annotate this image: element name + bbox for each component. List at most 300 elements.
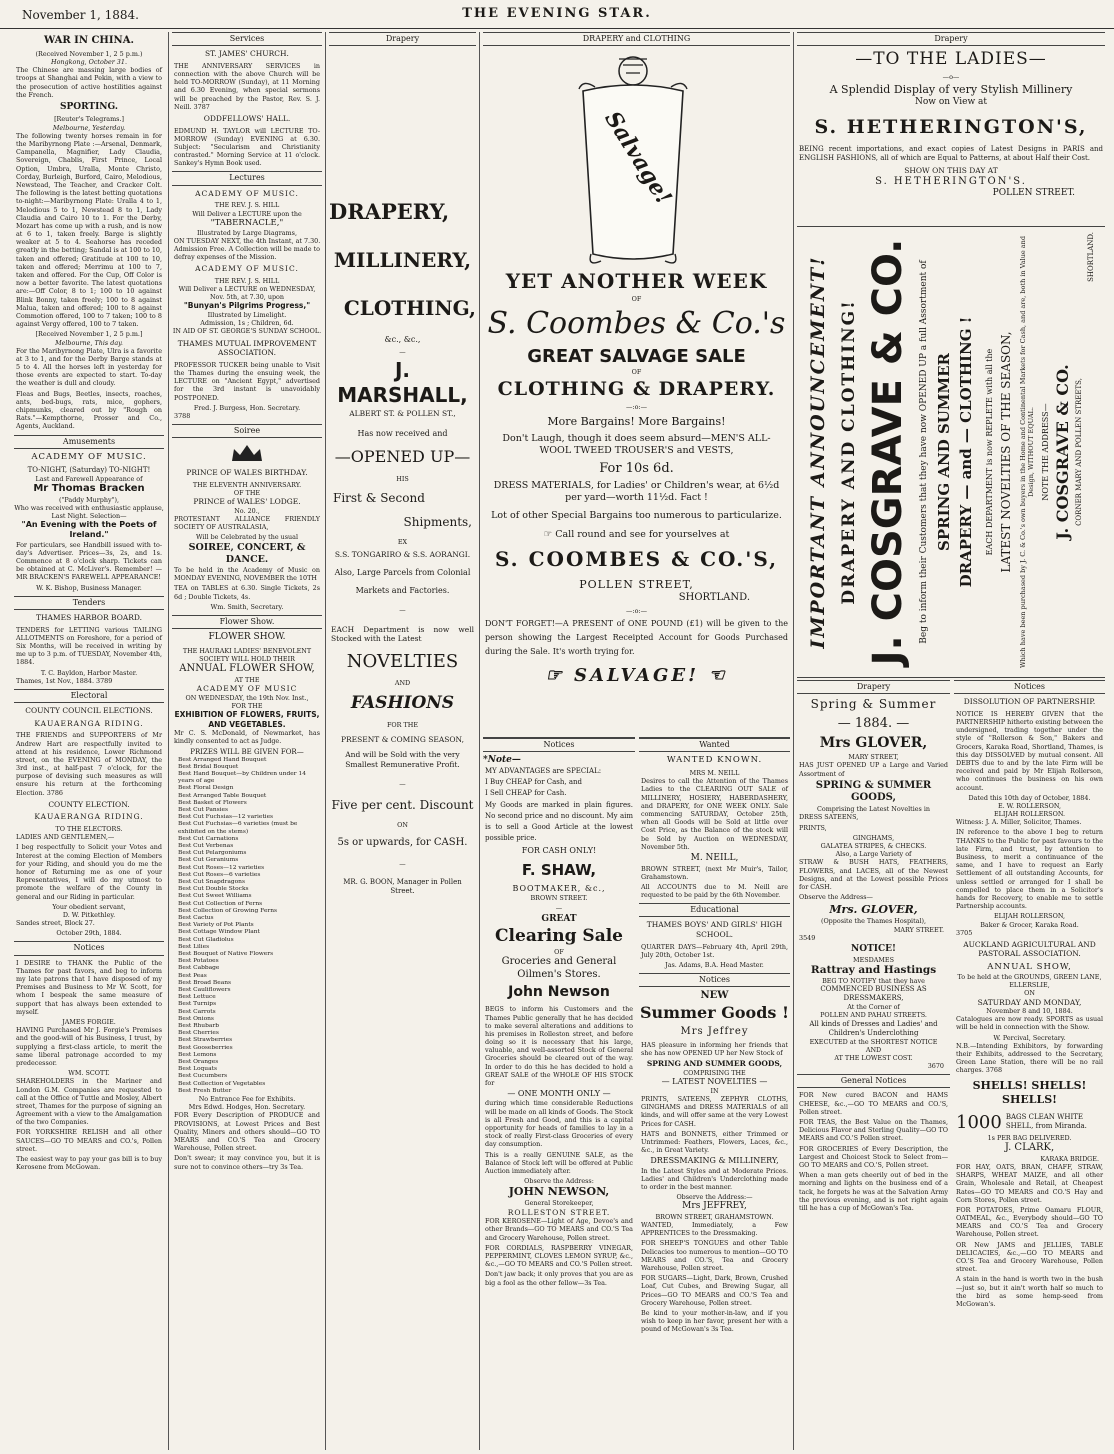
clothing-drapery-headline: CLOTHING & DRAPERY.: [497, 377, 776, 400]
advert-body: HAS JUST OPENED UP a Large and Varied Assortment of: [799, 761, 948, 778]
advert-title: ACADEMY OF MUSIC.: [195, 188, 299, 198]
advert-title: ACADEMY OF MUSIC.: [195, 264, 299, 274]
event-title: EXHIBITION OF FLOWERS, FRUITS, AND VEGETABLES.: [174, 710, 320, 729]
signature: JAMES FORGIE.: [62, 1018, 116, 1026]
advert-line: ("Paddy Murphy"),: [58, 495, 120, 504]
section-header: Wanted: [639, 738, 790, 752]
note-title: Note—: [487, 755, 521, 766]
dateline: Melbourne, Yesterday.: [52, 123, 126, 132]
signature: WM. SCOTT.: [68, 1069, 110, 1078]
section-header: Notices: [483, 738, 635, 752]
dateline: Hongkong, October 31.: [51, 57, 127, 66]
advert-line-text: Call round and see for yourselves at: [555, 528, 730, 540]
prize-item: Best Broad Beans: [178, 979, 232, 986]
prize-item: Best Turnips: [178, 1001, 217, 1008]
advert-title: WANTED KNOWN.: [666, 755, 763, 766]
advert-body: OR New JAMS and JELLIES, TABLE DELICACIES, &c.,—GO TO MEARS and CO.'S Tea and Grocery Warehouse, Pollen street.: [956, 1240, 1103, 1274]
prize-item: Best Cut Double Stocks: [178, 886, 249, 893]
advert-line: POLLEN STREET,: [579, 578, 694, 592]
section-header: Services: [172, 32, 322, 46]
advert-line: All kinds of Dresses and Ladies' and Children's Underclothing: [809, 1019, 938, 1037]
advert-line: GREAT: [541, 914, 577, 925]
shells-headline: SHELLS! SHELLS! SHELLS!: [972, 1078, 1087, 1106]
advert-line: ROLLESTON STREET.: [507, 1207, 611, 1217]
note-line: [483, 755, 635, 767]
advert-line: General Storekeeper,: [524, 1199, 594, 1208]
advert-line: PRESENT & COMING SEASON,: [340, 734, 465, 744]
programme-title: "An Evening with the Poets of Ireland.": [21, 520, 157, 540]
prize-item: Best Peas: [178, 972, 207, 979]
prize-item: Best Cut Collection of Ferns: [178, 900, 263, 907]
salvage-footer-text: SALVAGE!: [573, 665, 699, 687]
advert-line: SATURDAY AND MONDAY,: [977, 997, 1082, 1007]
advert-line: PRINCE of WALES' LODGE.: [193, 497, 301, 507]
advert-line: OF: [554, 947, 564, 956]
section-header: DRAPERY and CLOTHING: [483, 32, 790, 46]
advert-line: Will be Celebrated by the usual: [195, 533, 299, 542]
advert-line: October 29th, 1884.: [56, 929, 122, 938]
advert-title: PRINCE OF WALES BIRTHDAY.: [186, 468, 308, 478]
advert-line: ON: [397, 821, 408, 830]
advert-line: GALATEA STRIPES, & CHECKS.: [820, 842, 927, 851]
article-body: The following twenty horses remain in for the Maribyrnong Plate :—Arsenal, Denmark, Campanella, Magnifier, Lady Claudia, Sovereign, Chablis, First Prince, Local Option, Umbra, Uralla, Monte Christo, Corday, Burleigh, Burford, Cairo, Melodious, Newstead, The Teacher, and Cracker Colt. The following is the latest betting quotations to-night:—Maribyrnong Plate: Uralla 4 to 1, Melodious 5 to 1, Newstead 8 to 1, Lady Claudia and Cairo 10 to 1. For the Derby, Mozart has come up with a rush, and is now at 6 to 1, taken freely. Barge is slightly weaker at 5 to 4. Seahorse has receded greatly in the betting; Sandal is at 100 to 10, taken and offered; Gratitude at 100 to 10, taken and offered; Merrimu at 100 to 7, taken and offered. For the Cup, Off Color is now a better favorite. The latest quotations are:—Off Color, 8 to 1; 100 to 10 against Blink Bonny, taken freely; 100 to 8 against Malua, taken and offered; 100 to 8 against Commotion offered, 100 to 7 taken; 100 to 8 against Vergy offered, 100 to 7 taken.: [16, 131, 163, 329]
lecture-topic: "Bunyan's Pilgrims Progress,": [183, 301, 311, 311]
coombes-name: S. Coombes & Co.'s: [487, 306, 786, 342]
goods-headline: SPRING & SUMMER GOODS,: [815, 779, 932, 804]
advert-line: COMMENCED BUSINESS AS DRESSMAKERS,: [820, 985, 927, 1003]
advert-body: TENDERS for LETTING various TAILING ALLOTMENTS on Foreshore, for a period of Six Months, will be received in writing by me up to 3 p.m. of TUESDAY, November 4th, 1884.: [16, 625, 162, 667]
advert-line: Shipments,: [403, 514, 472, 529]
section-header: Notices: [639, 973, 790, 987]
advert-line: S.S. TONGARIRO & S.S. AORANGI.: [334, 550, 471, 560]
prize-item: Best Cauliflowers: [178, 987, 231, 994]
advert-line: FOR THE: [386, 720, 419, 729]
advert-line: Who was received with enthusiastic applause, Last Night. Selection—: [14, 503, 164, 520]
advert-body: Which have been purchased by J. C. & Co.'s own buyers in the Home and Continental Markets for Cash, and are, both in Value and Design, WITHOUT EQUAL.: [1019, 235, 1035, 669]
prize-item: Best Gooseberries: [178, 1044, 233, 1051]
signature: T. C. Bayldon, Harbor Master.: [40, 668, 138, 677]
advert-body: HAS pleasure in informing her friends that she has now OPENED UP her New Stock of: [641, 1040, 788, 1057]
prize-item: Best Cut Roses—12 varieties: [178, 864, 265, 871]
notice-headline: NOTICE!: [851, 943, 896, 954]
signature: ELIJAH ROLLERSON,: [993, 912, 1066, 921]
advert-title: DISSOLUTION OF PARTNERSHIP.: [963, 697, 1096, 707]
section-header: Notices: [954, 680, 1105, 694]
prize-item: Best Cut Fuchsias—12 varieties: [178, 814, 274, 821]
advert-title: AUCKLAND AGRICULTURAL AND PASTORAL ASSOCIATION.: [963, 939, 1096, 959]
annual-show-headline: ANNUAL SHOW,: [987, 962, 1072, 973]
prize-item: Best Cut Carnations: [178, 835, 239, 842]
signature: D. W. Pitkethley.: [62, 910, 116, 919]
merchant-name: Rattray and Hastings: [810, 963, 937, 976]
advert-line: BEG TO NOTIFY that they have: [822, 977, 925, 986]
prize-item: Best Lettuce: [178, 994, 216, 1001]
advert-title: THAMES HARBOR BOARD.: [35, 613, 143, 622]
advert-line: Comprising the Latest Novelties in: [816, 805, 931, 814]
advert-line: ACADEMY OF MUSIC: [196, 684, 298, 694]
advert-body: WANTED, Immediately, a Few APPRENTICES to the Dressmaking.: [641, 1221, 788, 1238]
advert-line: Observe the Address:: [524, 1177, 594, 1186]
advert-body: FOR New cured BACON and HAMS CHEESE, &c.,—GO TO MEARS and CO.'S, Pollen street.: [799, 1091, 948, 1116]
section-header: Soiree: [172, 424, 322, 438]
advert-title: FLOWER SHOW.: [208, 632, 286, 643]
advert-line: MARY STREET,: [848, 753, 899, 762]
advert-body: BEGS to inform his Customers and the Thames Public generally that he has decided to make several alterations and additions to his premises in Rolleston street, and before doing so it is necessary that his large, valuable, and well-assorted Stock of General Groceries should be cleared out of the way. In order to do this he has decided to hold a GREAT SALE of the WHOLE OF HIS STOCK for: [485, 1005, 633, 1088]
advert-body: Don't swear; it may convince you, but it is sure not to convince others—try 3s Tea.: [174, 1154, 320, 1171]
prize-item: Best Cut Geraniums: [178, 857, 239, 864]
advert-body: N.B.—Intending Exhibitors, by forwarding their Exhibits, addressed to the Secretary, Green Lane Station, there will be no rail charges. 3768: [956, 1041, 1103, 1075]
advert-line: MY ADVANTAGES are SPECIAL:: [485, 766, 602, 775]
pointing-hand-icon: ☞: [543, 528, 553, 540]
advert-body: Mr C. S. McDonald, of Newmarket, has kindly consented to act as Judge.: [174, 729, 320, 746]
advert-line: FOR THE: [231, 701, 263, 710]
advert-body: Don't jaw back; it only proves that you are as big a fool as the other fellow—3s Tea.: [485, 1270, 633, 1287]
prize-item: Best Cut Pansies: [178, 806, 229, 813]
issue-date: November 1, 1884.: [22, 8, 139, 22]
advert-line: ON: [1024, 989, 1035, 998]
advert-line: More Bargains! More Bargains!: [547, 415, 726, 429]
advert-line: 5s or upwards, for CASH.: [337, 837, 468, 849]
advert-line: BAGS CLEAN WHITE SHELL, from Miranda.: [1005, 1113, 1087, 1131]
salvage-illustration: [483, 49, 790, 269]
advert-body: Admission Free. A Collection will be made to defray expenses of the Mission.: [174, 244, 320, 262]
prize-item: Best Collection of Vegetables: [178, 1080, 266, 1087]
merchant-name: John Newson: [508, 984, 610, 1001]
drapery-and-clothing-line: DRAPERY — and — CLOTHING !: [957, 316, 975, 588]
advert-line: — ONE MONTH ONLY —: [507, 1089, 611, 1099]
cosgrave-name-footer: J. COSGRAVE & CO.: [1053, 364, 1072, 540]
prize-item: Best Onions: [178, 1015, 214, 1022]
column-5b: [954, 680, 1105, 1450]
advert-body: A stain in the hand is worth two in the bush—just so, but it ain't worth half so much to the bird as some hemp-seed from McGowan's.: [956, 1275, 1103, 1308]
advert-line: Markets and Factories.: [355, 586, 450, 596]
advert-body: FOR YORKSHIRE RELISH and all other SAUCES—GO TO MEARS and CO.'s, Pollen street.: [16, 1128, 162, 1153]
prize-item: Best Arranged Hand Bouquet: [178, 756, 267, 763]
advert-line: SHORTLAND.: [678, 592, 750, 604]
advert-line: Witness: J. A. Miller, Solicitor, Thames.: [956, 818, 1082, 827]
advert-line: PRINTS,: [799, 823, 827, 832]
advert-line: ON WEDNESDAY, the 19th Nov. Inst.,: [185, 693, 309, 702]
advert-body: HAVING Purchased Mr J. Forgie's Premises and the good-will of his Business, I trust, by supplying a first-class article, to merit the same liberal patronage accorded to my predecessor.: [16, 1026, 162, 1067]
advert-body: TEA on TABLES at 6.30. Single Tickets, 2s 6d ; Double Tickets, 4s.: [174, 584, 320, 601]
prize-item: Best Oranges: [178, 1059, 219, 1066]
advert-body: In the Latest Styles and at Moderate Prices. Ladies' and Children's Underclothing made to order in the best manner.: [641, 1166, 788, 1192]
prize-item: Best Loquats: [178, 1066, 218, 1073]
advert-line: 3705: [956, 928, 973, 937]
advert-line: AND: [865, 1045, 882, 1054]
important-announcement-headline: IMPORTANT ANNOUNCEMENT!: [807, 255, 829, 649]
summer-goods-headline: Summer Goods !: [639, 1003, 790, 1023]
advert-body: MR. G. BOON, Manager in Pollen Street.: [343, 878, 462, 896]
prize-item: Best Bouquet of Native Flowers: [178, 951, 274, 957]
advert-line: SHORTLAND.: [1087, 232, 1095, 282]
advert-line: &c., &c.,: [384, 335, 421, 345]
advert-title: ST. JAMES' CHURCH.: [205, 49, 289, 59]
merchant-name: JOHN NEWSON,: [508, 1185, 610, 1199]
advert-body: PROFESSOR TUCKER being unable to Visit the Thames during the ensuing week, the LECTURE on "Ancient Egypt," advertised for the 3rd instant is unavoidably POSTPONED.: [174, 360, 320, 402]
advert-line: BROWN STREET.: [530, 894, 588, 903]
column-5a: [797, 680, 950, 1450]
merchant-name: J. MARSHALL,: [337, 357, 468, 408]
column-rule: [168, 32, 169, 1450]
advert-line: AT THE: [234, 675, 260, 684]
drapery-headline: DRAPERY,: [329, 199, 450, 225]
advert-line: Will Deliver a LECTURE on WEDNESDAY, Nov. 5th, at 7.30, upon: [178, 285, 316, 302]
prize-item: Best Rhubarb: [178, 1023, 219, 1030]
merchant-name: Mrs. GLOVER,: [829, 903, 918, 917]
opened-up-headline: —OPENED UP—: [334, 446, 471, 466]
advert-line: Dated this 10th day of October, 1884.: [968, 793, 1091, 802]
prize-item: Best Variety of Pot Plants: [178, 922, 254, 929]
advert-body: HATS and BONNETS, either Trimmed or Untrimmed: Feathers, Flowers, Laces, &c., &c., in Great Variety.: [641, 1129, 788, 1155]
advert-body: Don't Laugh, though it does seem absurd—MEN'S ALL-WOOL TWEED TROUSER'S and VESTS,: [502, 433, 771, 457]
section-header: General Notices: [797, 1074, 950, 1088]
advert-line: Last and Farewell Appearance of: [35, 474, 143, 483]
fashions-headline: FASHIONS: [350, 692, 455, 713]
section-header: Drapery: [797, 680, 950, 694]
advert-line: No Entrance Fee for Exhibits.: [198, 1095, 296, 1104]
performer-name: Mr Thomas Bracken: [33, 482, 145, 494]
advert-line: (Opposite the Thames Hospital),: [820, 917, 927, 926]
advert-body: NOTICE IS HEREBY GIVEN that the PARTNERSHIP hitherto existing between the undersigned, trading together under the style of "Rollerson & Son," Bakers and Grocers, Karaka Road, Shortland, Thames, is this day DISSOLVED by mutual consent. All DEBTS due to and by the late Firm will be received and paid by Mr Elijah Rollerson, who continues the business on his own account.: [956, 709, 1103, 792]
coombes-address-name: S. COOMBES & CO.'S,: [494, 546, 779, 571]
war-headline: WAR IN CHINA.: [44, 35, 134, 46]
advert-line: HIS: [396, 475, 409, 484]
prize-item: Best Cottage Window Plant: [178, 929, 260, 936]
column-3: Drapery DRAPERY, MILLINERY, CLOTHING, &c., &c., — J. MARSHALL, ALBERT ST. & POLLEN ST., Has now received and —OPENED UP— HIS First & Second Shipments, EX S.S. TONGARIRO & S.S. AORANGI. Also, Large Parcels from Colonial Markets and Factories. — EACH Department is now well Stocked with the Latest NOVELTIES AND FASHIONS FOR THE PRESENT & COMING SEASON, And will be Sold with the very Smallest Remunerative Profit. — Five per cent. Discount ON 5s or upwards, for CASH. — MR. G. BOON, Manager in Pollen Street.: [329, 34, 476, 896]
column-2: [172, 32, 322, 1450]
advert-line: FOR CASH ONLY!: [521, 846, 597, 856]
prize-item: Best Strawberries: [178, 1037, 233, 1044]
advert-body: FOR TEAS, the Best Value on the Thames, Delicious Flavor and Sterling Quality—GO TO MEARS and CO.'S Pollen street.: [799, 1118, 948, 1143]
advert-line: At the Corner of: [847, 1003, 900, 1012]
advert-line: Has now received and: [357, 428, 448, 438]
advert-body: My Goods are marked in plain figures. No second price and no discount. My aim is to sell a Good Article at the lowest possible price.: [485, 800, 633, 843]
prize-item: Best Potatoes: [178, 958, 219, 965]
advert-line: THE REV. J. S. HILL: [214, 201, 280, 210]
advert-line: A Splendid Display of very Stylish Millinery: [829, 83, 1073, 97]
spring-summer-headline: SPRING AND SUMMER: [935, 353, 953, 551]
prize-item: Best Bridal Bouquet: [178, 763, 239, 770]
advert-line: S. HETHERINGTON'S.: [875, 175, 1027, 187]
advert-line: CORNER MARY AND POLLEN STREETS,: [1075, 378, 1083, 526]
signature: Baker & Grocer, Karaka Road.: [980, 920, 1079, 929]
advert-line: Illustrated by Limelight.: [207, 311, 287, 320]
year-line: — 1884. —: [837, 715, 910, 731]
article-body: For the Maribyrnong Plate, Ulra is a favorite at 3 to 1, and for the Derby Barge stands at 5 to 4. All the horses left in yesterday for those events are expected to start. To-day the weather is dull and cloudy.: [16, 346, 162, 388]
advert-body: during which time considerable Reductions will be made on all kinds of Goods. The Stock is all Fresh and Good, and this is a capital opportunity for heads of families to lay in a stock of really First-class Groceries of every day consumption.: [485, 1099, 633, 1149]
advert-line: AT THE LOWEST COST.: [834, 1053, 913, 1062]
signature: Jas. Adams, B.A. Head Master.: [665, 961, 764, 970]
advert-body: This is a really GENUINE SALE, as the Balance of Stock left will be offered at Public Auction immediately after.: [485, 1150, 633, 1175]
prize-item: Best Cucumbers: [178, 1073, 228, 1080]
prize-item: Best Cut Pelargoniums: [178, 850, 247, 857]
advert-line: GINGHAMS,: [852, 833, 895, 842]
drapery-clothing-headline: DRAPERY AND CLOTHING!: [839, 299, 859, 605]
advert-line: Also, Large Parcels from Colonial: [334, 567, 471, 577]
prize-item: Best Cut Fuchsias—6 varieties (must be exhibited on the stems): [178, 821, 298, 835]
signature: ELIJAH ROLLERSON.: [993, 810, 1066, 819]
merchant-name: Mrs GLOVER,: [819, 735, 928, 752]
prize-item: Best Cut Gladiolus: [178, 936, 234, 943]
to-the-ladies-headline: —TO THE LADIES—: [855, 49, 1047, 70]
advert-line: OF: [631, 368, 642, 377]
advert-line: DRESS SATEENS,: [799, 813, 859, 822]
advert-line: BROWN STREET, GRAHAMSTOWN.: [655, 1212, 774, 1221]
latest-novelties-headline: LATEST NOVELTIES OF THE SEASON,: [999, 331, 1013, 573]
millinery-headline: MILLINERY,: [333, 248, 472, 273]
advert-body: SHAREHOLDERS in the Mariner and London G.M. Companies are requested to call at the Office of Tuttle and Mosley, Albert street, Thames for the purpose of signing an Agreement with a view to the Amalgamation of the two Companies.: [16, 1077, 162, 1127]
advert-line: BROWN STREET, (next Mr Muir's, Tailor, Grahamstown.: [641, 864, 788, 881]
section-header: Electoral: [14, 689, 164, 703]
advert-line: Observe the Address—: [799, 893, 873, 902]
advert-body: When a man gets cheerily out of bed in the morning and lights on the business end of a tack, he forgets he was at the Salvation Army the previous evening, and is not right again till he has a cup of McGowan's Tea.: [799, 1171, 948, 1212]
salvage-banner-text: Salvage!: [599, 107, 677, 210]
advert-body: FOR CORDIALS, RASPBERRY VINEGAR, PEPPERMINT, CLOVES LEMON SYRUP, &c., &c.,—GO TO MEARS and CO.'S Pollen street.: [485, 1243, 633, 1269]
novelties-headline: NOVELTIES: [346, 650, 459, 672]
advert-line: PRIZES WILL BE GIVEN FOR—: [190, 747, 304, 756]
section-header: Tenders: [14, 596, 164, 610]
advert-line: IN: [710, 1086, 719, 1095]
prize-item: Best Cherries: [178, 1030, 219, 1037]
prize-item: Best Carrots: [178, 1008, 216, 1015]
advert-line: Admission, 1s ; Children, 6d.: [200, 319, 294, 328]
signature: Mrs Edwd. Hodges, Hon. Secretary.: [188, 1103, 306, 1112]
section-header: Flower Show.: [172, 615, 322, 629]
advert-line: November 8 and 10, 1884.: [986, 1007, 1073, 1016]
advert-line: POLLEN AND PAHAU STREETS.: [820, 1011, 927, 1020]
cosgrave-advert: [797, 226, 1105, 678]
merchant-name: M. NEILL,: [690, 852, 739, 863]
prize-item: Best Cut Verbenas: [178, 842, 234, 849]
hetherington-name: S. HETHERINGTON'S,: [814, 115, 1088, 138]
advert-line: AND: [394, 678, 411, 687]
advert-line: Thames, 1st Nov., 1884. 3789: [16, 676, 113, 685]
advert-body: The easiest way to pay your gas bill is to buy Kerosene from McGowan.: [16, 1155, 162, 1172]
pointing-hand-icon: ☞: [545, 665, 565, 687]
advert-body: FOR Every Description of PRODUCE and PROVISIONS, at Lowest Prices and Best Quality, Miners and others should—GO TO MEARS and CO.'S Tea and Grocery Warehouse, Pollen street.: [174, 1111, 320, 1153]
crown-ornament-icon: [172, 441, 322, 465]
advert-body: I beg respectfully to Solicit your Votes and Interest at the coming Election of Members for your Riding, and should you do me the honor of Returning me as one of your Representatives, I will do my utmost to promote the welfare of the County in general and our Riding in particular.: [16, 843, 162, 901]
event-title: ANNUAL FLOWER SHOW,: [179, 663, 315, 675]
advert-title: COUNTY ELECTION.: [48, 799, 130, 809]
advert-line: Observe the Address:—: [676, 1193, 753, 1202]
advert-body: All ACCOUNTS due to M. Neill are requested to be paid by the 6th November.: [641, 882, 788, 900]
advert-line: IN AID OF ST. GEORGE'S SUNDAY SCHOOL.: [172, 327, 322, 336]
event-title: SOIREE, CONCERT, & DANCE.: [188, 541, 306, 565]
advert-line: THE ELEVENTH ANNIVERSARY.: [192, 480, 302, 489]
advert-body: FOR KEROSENE—Light of Age, Devoe's and other Brands—GO TO MEARS and CO.'S Tea and Grocery Warehouse, Pollen street.: [485, 1217, 633, 1242]
signature: Fred. J. Burgess, Hon. Secretary.: [193, 403, 301, 412]
advert-line: 1s PER BAG DELIVERED.: [987, 1133, 1072, 1142]
merchant-name: J. CLARK,: [1004, 1141, 1055, 1153]
advert-line: SPRING AND SUMMER GOODS,: [646, 1058, 783, 1068]
advert-body: I DESIRE to THANK the Public of the Thames for past favors, and beg to inform my late patrons that I have disposed of my Premises and Business to Mr W. Scott, for whom I bespeak the same measure of support that has always been extended to myself.: [16, 958, 162, 1016]
advert-line: EACH DEPARTMENT is now REPLETE with all the: [985, 348, 994, 556]
advert-line: Groceries and General Oilmen's Stores.: [501, 955, 617, 980]
advert-title: KAUAERANGA RIDING.: [34, 718, 144, 728]
dateline: (Received November 1, 2 5 p.m.): [35, 49, 143, 58]
advert-body: DRESS MATERIALS, for Ladies' or Children's wear, at 6½d per yard—worth 11½d. Fact !: [493, 480, 780, 504]
advert-line: For 10s 6d.: [599, 460, 674, 476]
advert-line: MESDAMES: [853, 955, 894, 964]
prize-item: Best Basket of Flowers: [178, 799, 247, 806]
prize-item: Best Floral Design: [178, 785, 234, 792]
prize-item: Best Lilies: [178, 943, 210, 950]
salvage-footer: [483, 664, 790, 687]
advert-body: Be kind to your mother-in-law, and if you wish to keep in her favor, present her with a pound of McGowan's 3s Tea.: [641, 1308, 788, 1334]
advert-line: ON TUESDAY NEXT, the 4th Instant, at 7.30.: [173, 236, 321, 245]
advert-body: FOR POTATOES, Prime Oamaru FLOUR, OATMEAL, &c., Everybody should—GO TO MEARS and CO.'S Tea and Grocery Warehouse, Pollen street.: [956, 1205, 1103, 1239]
signature: Wm. Smith, Secretary.: [210, 602, 284, 611]
advert-line: No. 20.,: [234, 506, 260, 515]
dateline: [Received November 1, 2 5 p.m.]: [35, 330, 143, 339]
prize-item: Best Lemons: [178, 1051, 217, 1058]
advert-line: THE REV. J. S. HILL: [214, 276, 280, 285]
advert-line: TO THE ELECTORS.: [55, 825, 123, 834]
section-header: Educational: [639, 903, 790, 917]
advert-body: IN reference to the above I beg to return THANKS to the Public for past favours to the late Firm, and trust, by attention to Business, to merit a continuance of the same, and I have to request an Early Settlement of all outstanding Accounts, for unless settled or arranged for I shall be compelled to place them in a Solicitor's hands for Recovery, to enable me to settle Partnership accounts.: [956, 828, 1103, 911]
cosgrave-name: J. COSGRAVE & CO.: [865, 238, 911, 666]
cosgrave-rotated-block: [801, 232, 1101, 672]
advert-line: 3549: [799, 933, 816, 942]
clearing-sale-headline: Clearing Sale: [495, 925, 623, 946]
lecture-topic: "TABERNACLE,": [210, 217, 284, 228]
hetherington-advert: Drapery —TO THE LADIES— —o— A Splendid Display of very Stylish Millinery Now on View at S. HETHERINGTON'S, BEING recent importations, and exact copies of Latest Designs in PARIS and ENGLISH FASHIONS, all of which are Equal to Patterns, at about Half their Cost. SHOW ON THIS DAY AT S. HETHERINGTON'S. POLLEN STREET.: [799, 34, 1103, 199]
advert-line: 3670: [927, 1062, 944, 1071]
signature: W. Percival, Secretary.: [993, 1033, 1066, 1042]
advert-body: EACH Department is now well Stocked with the Latest: [331, 624, 474, 644]
prize-item: Best Cabbage: [178, 965, 220, 972]
clothing-headline: CLOTHING,: [343, 295, 476, 320]
advert-line: BOOTMAKER, &c.,: [512, 883, 606, 893]
advert-line: To be held at the GROUNDS, GREEN LANE, ELLERSLIE,: [957, 972, 1102, 990]
advert-body: Catalogues are now ready. SPORTS as usual will be held in connection with the Show.: [956, 1015, 1103, 1032]
advert-line: ALBERT ST. & POLLEN ST.,: [349, 408, 456, 418]
discount-headline: Five per cent. Discount: [331, 797, 474, 812]
advert-body: FOR SUGARS—Light, Dark, Brown, Crushed Loaf, Cut Cubes, and Brewing Sugar, all Prices—GO TO MEARS and CO.'S Tea and Grocery Warehouse, Pollen street.: [641, 1274, 788, 1307]
advert-title: THAMES BOYS' AND GIRLS' HIGH SCHOOL.: [646, 920, 783, 940]
advert-body: EDMUND H. TAYLOR will LECTURE TO-MORROW (Sunday) EVENING at 6.30. Subject: "Secularism and Christianity contrasted." Morning Service at 11 o'clock. Sankey's Hymn Book used.: [174, 126, 320, 168]
advert-line: Now on View at: [914, 97, 988, 108]
advert-line: Sandes street, Block 27.: [16, 919, 95, 928]
advert-line: MRS M. NEILL: [689, 769, 740, 778]
advert-line: — LATEST NOVELTIES —: [661, 1076, 768, 1086]
prize-item: Best Cut Roses—6 varieties: [178, 871, 261, 878]
advert: Fleas and Bugs, Beetles, insects, roaches, ants, bed-bugs, rats, mice, gophers, chipmunks, cleared out by "Rough on Rats."—Kempthorne, Prosser and Co., Agents, Auckland.: [16, 389, 162, 431]
advert-line: 3788: [174, 411, 191, 420]
advert-body: BEING recent importations, and exact copies of Latest Designs in PARIS and ENGLISH FASHIONS, all of which are Equal to Patterns, at about Half their Cost.: [799, 145, 1103, 163]
advert-body: FOR GROCERIES of Every Description, the Largest and Choicest Stock to Select from—GO TO MEARS and CO.'S, Pollen street.: [799, 1144, 948, 1169]
advert-line: EXECUTED at the SHORTEST NOTICE: [809, 1037, 938, 1046]
newspaper-title: THE EVENING STAR.: [462, 6, 652, 21]
advert-body: To be held in the Academy of Music on MONDAY EVENING, NOVEMBER the 10TH: [174, 565, 320, 583]
column-1: [14, 32, 164, 1450]
advert-line: First & Second: [333, 491, 425, 506]
advert-body: STRAW & BUSH HATS, FEATHERS, FLOWERS, and LACES, all of the Newest Designs, and at the Lowest possible Prices for CASH.: [799, 858, 948, 891]
advert-title: COUNTY COUNCIL ELECTIONS.: [25, 706, 153, 716]
advert-title: ODDFELLOWS' HALL.: [203, 113, 291, 123]
great-salvage-sale-headline: GREAT SALVAGE SALE: [527, 346, 746, 368]
dateline: [Reuter's Telegrams.]: [54, 115, 124, 124]
dateline: Melbourne, This day.: [55, 338, 123, 347]
prize-item: Best Cactus: [178, 914, 214, 921]
prize-item: Best Arranged Table Bouquet: [178, 792, 267, 799]
advert-body: THE FRIENDS and SUPPORTERS of Mr Andrew Hart are respectfully invited to attend at his residence, Lower Richmond street, on the EVENING of MONDAY, the 3rd inst., at half-past 7 o'clock, for the purpose of devising such measures as will ensure his return at the forthcoming Election. 3786: [16, 731, 162, 797]
advert-line: I Buy CHEAP for Cash, and: [485, 777, 583, 786]
article-body: The Chinese are massing large bodies of troops at Shanghai and Pekin, with a view to the prosecution of active hostilities against the French.: [16, 66, 162, 99]
advert-line: THE HAURAKI LADIES' BENEVOLENT SOCIETY WILL HOLD THEIR: [182, 646, 312, 663]
